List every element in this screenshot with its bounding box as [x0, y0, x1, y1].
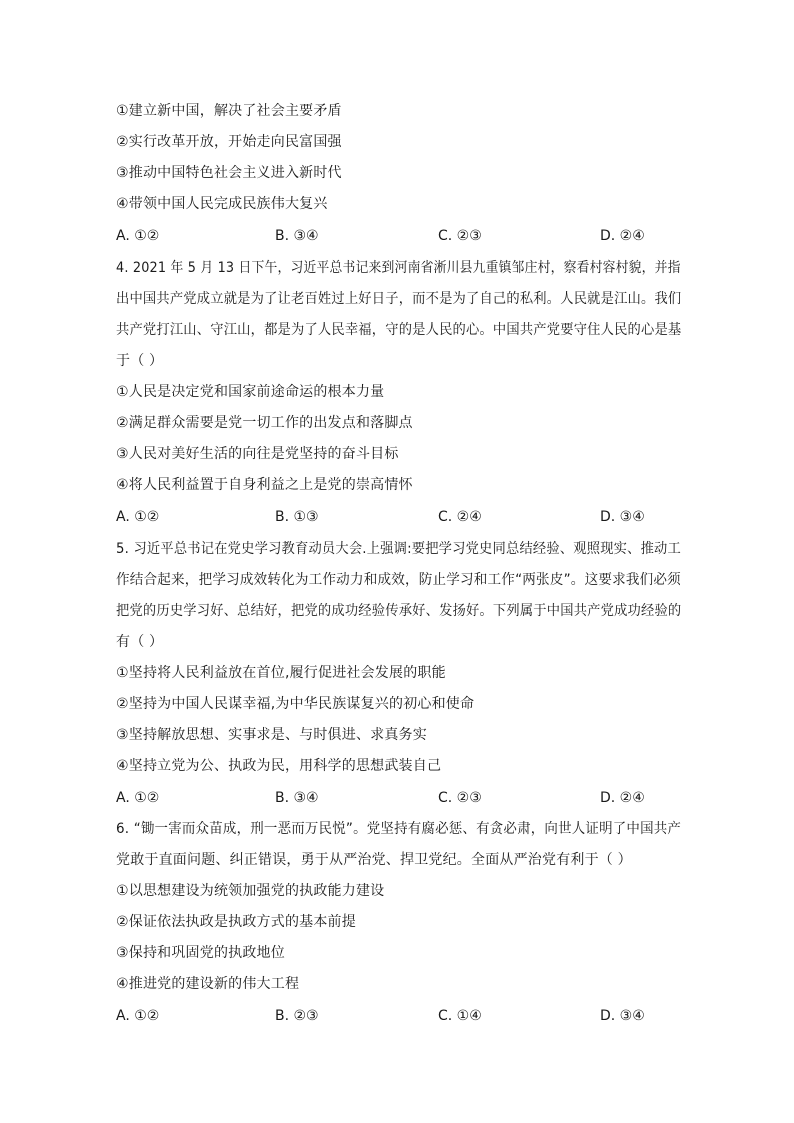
q6-options	[116, 1006, 676, 1026]
q3-options	[116, 226, 676, 246]
q3-statement-2: ②实行改革开放，开始走向民富国强	[116, 134, 342, 150]
q4-stem-line-4: 于（ ）	[116, 353, 164, 369]
q3-option-a[interactable]: A. ①②	[116, 228, 160, 244]
q5-statement-3: ③坚持解放思想、实事求是、与时俱进、求真务实	[116, 727, 427, 743]
q4-stem-line-3: 共产党打江山、守江山，都是为了人民幸福，守的是人民的心。中国共产党要守住人民的心是基	[116, 322, 682, 338]
q4-statement-3: ③人民对美好生活的向往是党坚持的奋斗目标	[116, 446, 399, 462]
q5-option-c[interactable]: C. ②③	[438, 790, 482, 806]
q4-option-c[interactable]: C. ②④	[438, 509, 482, 525]
q5-stem-line-3: 把党的历史学习好、总结好，把党的成功经验传承好、发扬好。下列属于中国共产党成功经验的	[116, 603, 682, 619]
q4-stem-line-1: 4. 2021 年 5 月 13 日下午，习近平总书记来到河南省淅川县九重镇邹庄村，察看村容村貌，并指	[116, 260, 681, 276]
q6-stem-line-2: 党敢于直面问题、纠正错误，勇于从严治党、捍卫党纪。全面从严治党有利于（ ）	[116, 852, 632, 868]
q6-statement-2: ②保证依法执政是执政方式的基本前提	[116, 914, 356, 930]
q4-statement-4: ④将人民利益置于自身利益之上是党的崇高情怀	[116, 477, 413, 493]
q6-statement-1: ①以思想建设为统领加强党的执政能力建设	[116, 883, 385, 899]
q6-option-d[interactable]: D. ③④	[600, 1008, 645, 1024]
q4-statement-1: ①人民是决定党和国家前途命运的根本力量	[116, 384, 385, 400]
q4-options	[116, 507, 676, 527]
q5-option-a[interactable]: A. ①②	[116, 790, 160, 806]
q5-stem-line-2: 作结合起来，把学习成效转化为工作动力和成效，防止学习和工作“两张皮”。这要求我们必须	[116, 572, 681, 588]
q6-statement-4: ④推进党的建设新的伟大工程	[116, 976, 300, 992]
q3-option-c[interactable]: C. ②③	[438, 228, 482, 244]
q3-statement-3: ③推动中国特色社会主义进入新时代	[116, 165, 342, 181]
q5-statement-2: ②坚持为中国人民谋幸福,为中华民族谋复兴的初心和使命	[116, 696, 475, 712]
q4-statement-2: ②满足群众需要是党一切工作的出发点和落脚点	[116, 415, 413, 431]
q5-stem-line-1: 5. 习近平总书记在党史学习教育动员大会.上强调:要把学习党史同总结经验、观照现实、推动工	[116, 541, 681, 557]
q3-statement-1: ①建立新中国，解决了社会主要矛盾	[116, 103, 342, 119]
q5-statement-1: ①坚持将人民利益放在首位,履行促进社会发展的职能	[116, 665, 446, 681]
q3-option-d[interactable]: D. ②④	[600, 228, 645, 244]
q6-option-c[interactable]: C. ①④	[438, 1008, 482, 1024]
q6-option-b[interactable]: B. ②③	[275, 1008, 319, 1024]
q5-option-b[interactable]: B. ③④	[275, 790, 319, 806]
q5-option-d[interactable]: D. ②④	[600, 790, 645, 806]
q6-statement-3: ③保持和巩固党的执政地位	[116, 945, 285, 961]
q4-option-a[interactable]: A. ①②	[116, 509, 160, 525]
q4-option-b[interactable]: B. ①③	[275, 509, 319, 525]
q5-statement-4: ④坚持立党为公、执政为民，用科学的思想武装自己	[116, 758, 442, 774]
q4-option-d[interactable]: D. ③④	[600, 509, 645, 525]
q5-stem-line-4: 有（ ）	[116, 634, 164, 650]
q3-option-b[interactable]: B. ③④	[275, 228, 319, 244]
q5-options	[116, 788, 676, 808]
q3-statement-4: ④带领中国人民完成民族伟大复兴	[116, 196, 328, 212]
q6-stem-line-1: 6. “锄一害而众苗成，刑一恶而万民悦”。党坚持有腐必惩、有贪必肃，向世人证明了中国共产	[116, 821, 682, 837]
q6-option-a[interactable]: A. ①②	[116, 1008, 160, 1024]
q4-stem-line-2: 出中国共产党成立就是为了让老百姓过上好日子，而不是为了自己的私利。人民就是江山。我们	[116, 291, 682, 307]
